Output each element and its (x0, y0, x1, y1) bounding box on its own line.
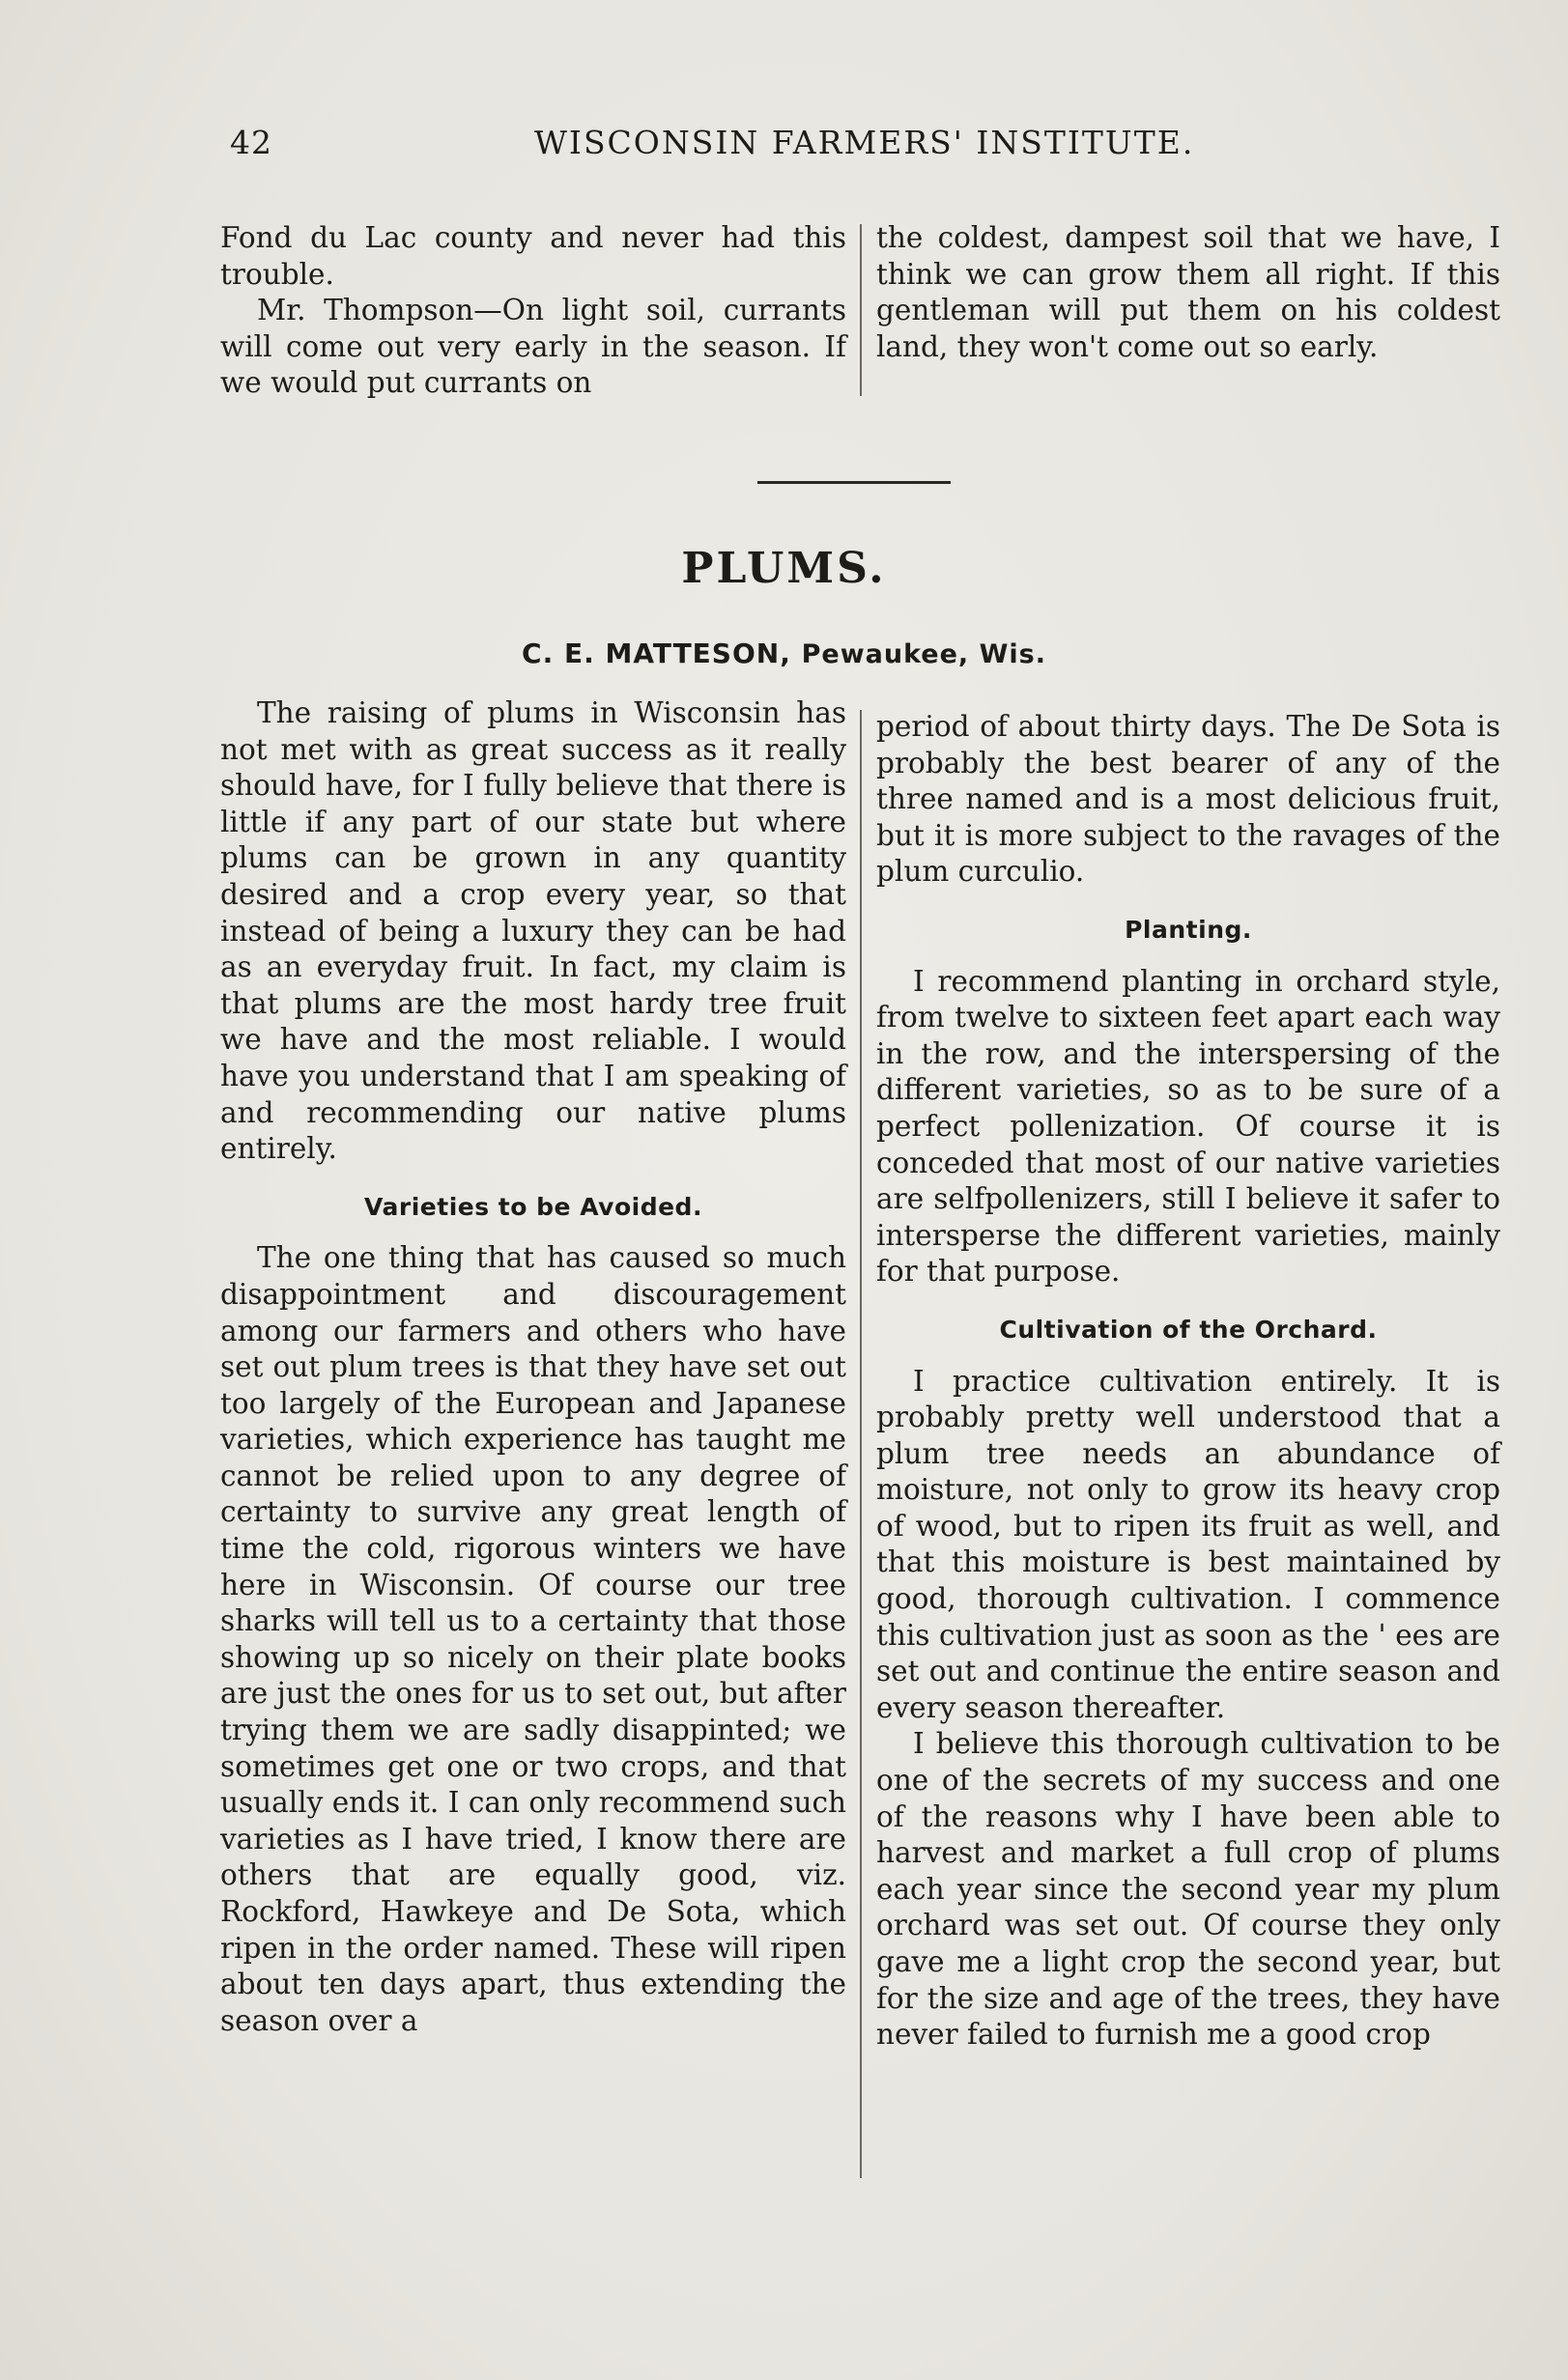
left-paragraph-1: The raising of plums in Wisconsin has not met with as great success as it really should have, for I fully believe that there is little if any part of our state but where plums can be grown in any quantity desired and a crop every year, so that instead of being a luxury they can be had as an everyday fruit. In fact, my claim is that plums are the most hardy tree fruit we have and the most reliable. I would have you understand that I am speaking of and recommending our native plums entirely. (220, 696, 846, 1166)
running-head (230, 124, 1293, 172)
heading-planting: Planting. (1125, 915, 1252, 944)
right-paragraph-2: I recommend planting in orchard style, from twelve to sixteen feet apart each way in the row, and the interspersing of the different varieties, so as to be sure of a perfect pollenization. Of course it is conceded that most of our native varieties are selfpollenizers, still I believe it safer to intersperse the different varieties, mainly for that purpose. (876, 964, 1500, 1289)
top-left-paragraph-2: Mr. Thompson—On light soil, currants will come out very early in the season. If we would put currants on (220, 294, 846, 400)
top-left-paragraph-1: Fond du Lac county and never had this trouble. (220, 221, 846, 291)
article-title: PLUMS. (681, 544, 887, 593)
top-left-column (220, 220, 846, 402)
left-paragraph-2: The one thing that has caused so much disappointment and discouragement among our farmers and others who have set out plum trees is that they have set out too largely of the European and Japanese varieties, which experience has taught me cannot be relied upon to any degree of certainty to survive any great length of time the cold, rigorous winters we have here in Wisconsin. Of course our tree sharks will tell us to a certainty that those showing up so nicely on their plate books are just the ones for us to set out, but after trying them we are sadly disappinted; we sometimes get one or two crops, and that usually ends it. I can only recommend such varieties as I have tried, I know there are others that are equally good, viz. Rockford, Hawkeye and De Sota, which ripen in the order named. These will ripen about ten days apart, thus extending the season over a (220, 1241, 846, 2037)
heading-cultivation: Cultivation of the Orchard. (999, 1315, 1378, 1344)
author-name: C. E. MATTESON, (522, 638, 791, 669)
right-paragraph-3: I practice cultivation entirely. It is probably pretty well understood that a plum tree needs an abundance of moisture, not only to grow its heavy crop of wood, but to ripen its fruit as well, and that this moisture is best maintained by good, thorough cultivation. I commence this cultivation just as soon as the ' ees are set out and continue the entire season and every season thereafter. (876, 1364, 1500, 1724)
top-right-paragraph-1: the coldest, dampest soil that we have, I think we can grow them all right. If this gentleman will put them on his coldest land, they won't come out so early. (876, 221, 1500, 363)
left-body-column (220, 695, 846, 2039)
article-byline (0, 638, 1568, 669)
top-right-column (876, 220, 1500, 365)
column-rule-body (860, 710, 862, 2178)
section-divider (757, 481, 951, 484)
running-title: WISCONSIN FARMERS' INSTITUTE. (534, 124, 1195, 161)
column-rule-top (860, 224, 862, 396)
right-paragraph-4: I believe this thorough cultivation to be one of the secrets of my success and one of the reasons why I have been able to harvest and market a full crop of plums each year since the second year my plum orchard was set out. Of course they only gave me a light crop the second year, but for the size and age of the trees, they have never failed to furnish me a good crop (876, 1727, 1500, 2052)
right-body-column (876, 709, 1500, 2054)
right-paragraph-1: period of about thirty days. The De Sota is probably the best bearer of any of the three named and is a most delicious fruit, but it is more subject to the ravages of the plum curculio. (876, 710, 1500, 889)
page-number: 42 (230, 124, 272, 161)
heading-varieties-avoided: Varieties to be Avoided. (364, 1192, 702, 1221)
author-place: Pewaukee, Wis. (801, 639, 1046, 669)
